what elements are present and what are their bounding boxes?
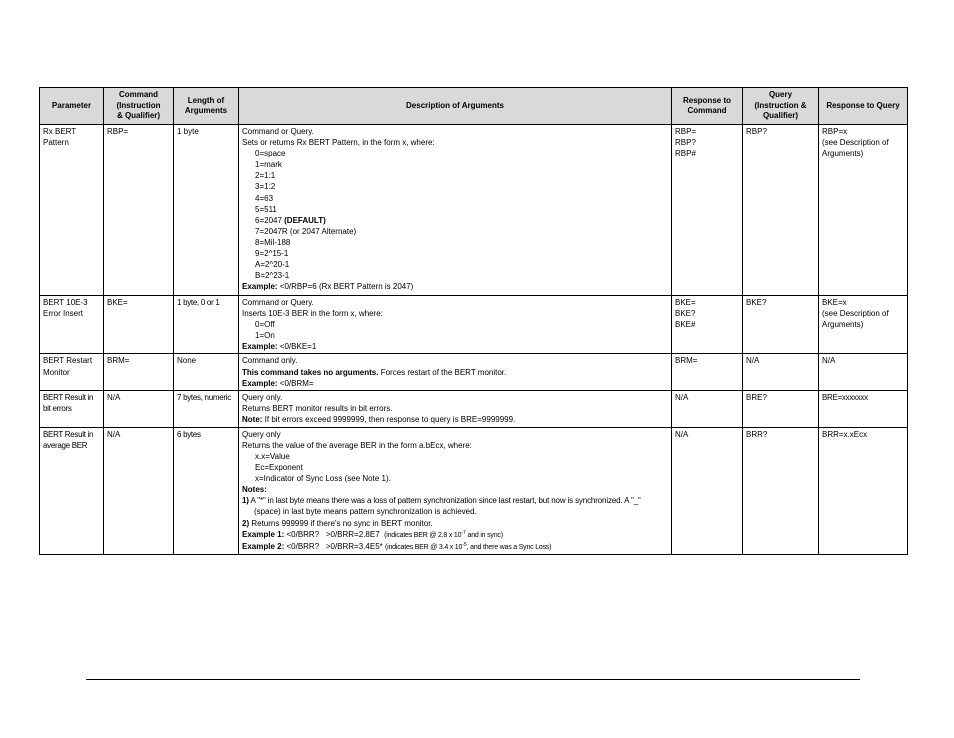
response-command-cell: N/A xyxy=(672,390,743,427)
response-query-cell: BRR=x.xEcx xyxy=(819,427,908,554)
footer-divider xyxy=(86,679,860,680)
param-cell: BERT Result in bit errors xyxy=(40,390,104,427)
header-parameter: Parameter xyxy=(40,88,104,125)
param-cell: BERT Restart Monitor xyxy=(40,354,104,390)
response-query-cell: N/A xyxy=(819,354,908,390)
query-cell: RBP? xyxy=(743,125,819,296)
table-row xyxy=(40,390,908,427)
description-cell: Command or Query. Sets or returns Rx BERT Pattern, in the form x, where: 0=space 1=mark 2=1:1 3=1:2 4=63 5=511 6=2047 (DEFAULT) 7=2047R (or 2047 Alternate) 8=Mil-188 9=2^15-1 A=2^20-1 B=2^23-1 Example: <0/RBP=6 (Rx BERT Pattern is 2047) xyxy=(239,125,672,296)
header-command: Command (Instruction & Qualifier) xyxy=(104,88,174,125)
header-response-command: Response to Command xyxy=(672,88,743,125)
command-cell: N/A xyxy=(104,427,174,554)
command-table xyxy=(39,87,908,555)
query-cell: BRR? xyxy=(743,427,819,554)
query-cell: BKE? xyxy=(743,296,819,354)
header-response-query: Response to Query xyxy=(819,88,908,125)
description-cell: Query only. Returns BERT monitor results in bit errors. Note: If bit errors exceed 9999999, then response to query is BRE=9999999. xyxy=(239,390,672,427)
length-cell: 1 byte xyxy=(174,125,239,296)
header-description: Description of Arguments xyxy=(239,88,672,125)
response-command-cell: BRM= xyxy=(672,354,743,390)
query-cell: BRE? xyxy=(743,390,819,427)
response-query-cell: BRE=xxxxxxx xyxy=(819,390,908,427)
response-query-cell: BKE=x (see Description of Arguments) xyxy=(819,296,908,354)
header-query: Query (Instruction & Qualifier) xyxy=(743,88,819,125)
table-row xyxy=(40,296,908,354)
query-cell: N/A xyxy=(743,354,819,390)
command-cell: BKE= xyxy=(104,296,174,354)
param-cell: BERT Result in average BER xyxy=(40,427,104,554)
command-cell: N/A xyxy=(104,390,174,427)
response-command-cell: N/A xyxy=(672,427,743,554)
command-cell: BRM= xyxy=(104,354,174,390)
length-cell: 6 bytes xyxy=(174,427,239,554)
response-command-cell: BKE= BKE? BKE# xyxy=(672,296,743,354)
description-cell: Command only. This command takes no arguments. Forces restart of the BERT monitor. Example: <0/BRM= xyxy=(239,354,672,390)
response-query-cell: RBP=x (see Description of Arguments) xyxy=(819,125,908,296)
description-cell: Command or Query. Inserts 10E-3 BER in the form x, where: 0=Off 1=On Example: <0/BKE=1 xyxy=(239,296,672,354)
length-cell: 7 bytes, numeric xyxy=(174,390,239,427)
table-row xyxy=(40,354,908,390)
table-row xyxy=(40,125,908,296)
table-row xyxy=(40,427,908,554)
param-cell: Rx BERT Pattern xyxy=(40,125,104,296)
description-cell: Query only Returns the value of the average BER in the form a.bEcx, where: x.x=Value Ec=Exponent x=Indicator of Sync Loss (see Note 1). Notes: 1) A "*" in last byte means there was a loss of pattern synchronization since last restart, but now is synchronized. A "_" (space) in last byte means pattern synchronization is achieved. 2) Returns 999999 if there's no sync in BERT monitor. Example 1: <0/BRR? >0/BRR=2.8E7 (indicates BER @ 2.8 x $10^{-7}$ and in sync) Example 2: <0/BRR? >0/BRR=3.4E5* (indicates BER @ 3.4 x $10^{-5}$, and there was a Sync Loss) xyxy=(239,427,672,554)
length-cell: None xyxy=(174,354,239,390)
header-length: Length of Arguments xyxy=(174,88,239,125)
length-cell: 1 byte, 0 or 1 xyxy=(174,296,239,354)
command-cell: RBP= xyxy=(104,125,174,296)
param-cell: BERT 10E-3 Error Insert xyxy=(40,296,104,354)
response-command-cell: RBP= RBP? RBP# xyxy=(672,125,743,296)
header-row xyxy=(40,88,908,125)
